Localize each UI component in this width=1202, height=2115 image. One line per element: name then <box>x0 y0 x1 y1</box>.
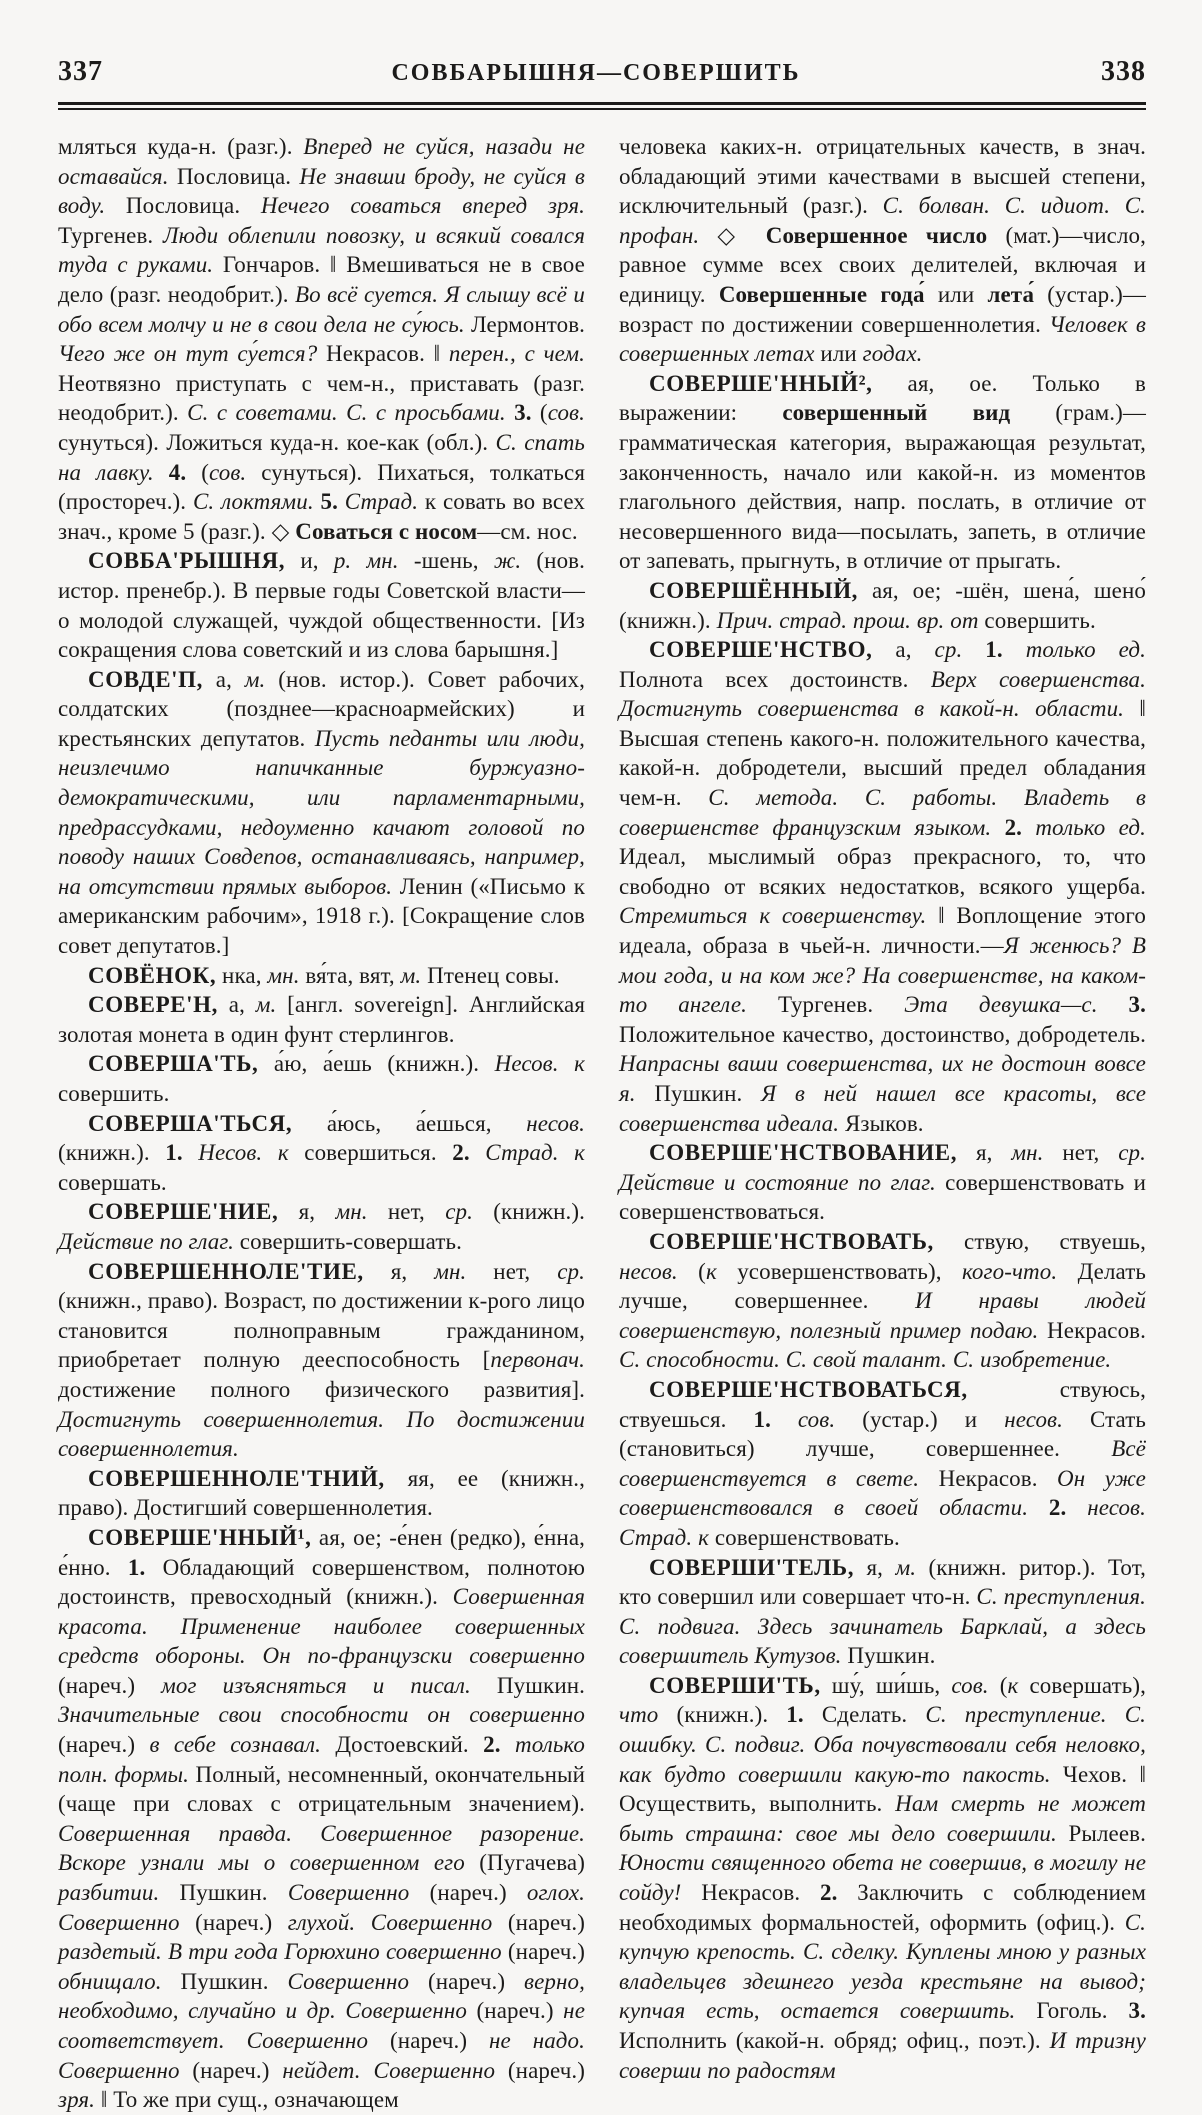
text-run <box>506 400 514 425</box>
text-run: сунуться). Ложиться куда-н. кое-как (обл.). <box>58 429 496 455</box>
text-run: мог изъясняться и писал. <box>135 1672 471 1698</box>
text-run: Исполнить (какой-н. обряд; офиц., поэт.). <box>619 2028 1050 2053</box>
text-run: Некрасов. <box>1038 1317 1146 1343</box>
text-run: яя, ее (книжн., право). Достигший совершеннолетия. <box>58 1465 585 1521</box>
text-run: (нов. истор. пренебр.). В первые годы Советской власти—о молодой служащей, чуждой общественности. [Из сокращения слова советский и из слова барышня.] <box>58 548 585 663</box>
text-run: Птенец совы. <box>421 962 560 988</box>
text-run: м. <box>244 666 266 692</box>
text-run: Я женюсь? В мои года, и на ком же? На совершенстве, на каком-то ангеле. <box>619 933 1146 1018</box>
text-run: Он уже совершенствовался в своей области. <box>619 1465 1146 1521</box>
headword: СОВЕРШЕННОЛЕ'ТНИЙ, <box>88 1465 385 1491</box>
text-run: мн. <box>335 1199 368 1225</box>
headword: СОВЕРШЕ'ННЫЙ², <box>649 370 873 396</box>
text-run: Стремиться к совершенству. <box>619 903 927 929</box>
text-run: мн. <box>1011 1140 1044 1166</box>
text-run: Прич. страд. прош. вр. от <box>716 607 979 633</box>
text-run: ( <box>988 1672 1008 1698</box>
text-run <box>991 815 1004 840</box>
text-run: шу́, ши́шь, <box>820 1672 952 1698</box>
text-run: (книжн., право). Возраст, по достижении к-рого лицо становится полноправным гражданином, приобретает полную дееспособность [ <box>58 1288 585 1373</box>
text-run: (нов. истор.). Совет рабочих, солдатских (позднее—красноармейских) и крестьянских депутатов. <box>58 666 585 751</box>
entry-paragraph <box>58 1257 585 1464</box>
text-run: я, <box>854 1554 896 1580</box>
text-run: ая, ое; -шён, шена́, шено́ (книжн.). <box>619 577 1146 633</box>
text-run: совершать), <box>1018 1672 1146 1698</box>
text-run: совершить-совершать. <box>233 1228 462 1254</box>
text-run: ствуюсь, ствуешься. <box>619 1376 1146 1432</box>
text-run: что <box>619 1702 659 1728</box>
column-right <box>619 132 1146 2115</box>
text-run: совершать. <box>58 1169 167 1195</box>
text-run: 3. <box>1128 1998 1146 2024</box>
text-run: 2. <box>452 1140 470 1166</box>
text-run: Совершенно <box>287 1968 429 1994</box>
text-run: Не знавши броду, не суйся в воду. <box>58 163 585 219</box>
text-run <box>1028 1495 1049 1520</box>
text-run: 2. <box>820 1880 838 1906</box>
text-run: ( <box>677 1258 706 1284</box>
headword: СОВЕРШЕ'НСТВО, <box>649 637 873 663</box>
text-run: нет, <box>367 1199 446 1225</box>
text-run: Лермонтов. <box>464 311 586 337</box>
text-run: мн. <box>267 962 300 988</box>
running-head-title: СОВБАРЫШНЯ—СОВЕРШИТЬ <box>391 60 801 86</box>
text-run: к совать во всех знач., кроме 5 (разг.). ◇ <box>58 489 586 544</box>
text-run: И тризну соверши по радостям <box>619 2028 1146 2083</box>
text-run: Страд. к <box>619 1524 709 1550</box>
headword: СОВЕРШЕННОЛЕ'ТИЕ, <box>88 1258 364 1284</box>
text-run: Тургенев. <box>747 992 905 1018</box>
entry-paragraph <box>619 1671 1146 2085</box>
text-run: Гоголь. <box>1015 1998 1129 2024</box>
text-run: Соваться с носом <box>295 518 478 544</box>
text-run: нет, <box>1043 1140 1119 1166</box>
text-run: (книжн.). <box>58 1140 166 1166</box>
headword: СОВЕРШИ'ТЕЛЬ, <box>649 1554 855 1580</box>
text-run: Идеал, мыслимый образ прекрасного, то, что свободно от всяких недостатков, всякого ущерба. <box>619 844 1146 899</box>
text-run: (нареч.) <box>390 2028 468 2053</box>
text-run: Полнота всех достоинств. <box>619 666 931 692</box>
headword: СОВЕРШЕ'НСТВОВАТЬ, <box>649 1228 934 1254</box>
text-run: Чего же он тут су́ется? <box>58 341 318 367</box>
text-run: ая, ое. Только в выражении: <box>619 370 1146 426</box>
text-run: Языков. <box>839 1110 924 1136</box>
text-run: совершенствовать и совершенствоваться. <box>619 1169 1146 1225</box>
text-run: не соответствует. Совершенно <box>58 1998 586 2053</box>
entry-paragraph <box>619 369 1146 576</box>
text-run: ж. <box>493 548 522 574</box>
text-run: несов. <box>1087 1495 1146 1521</box>
headword: СОВБА'РЫШНЯ, <box>88 548 286 574</box>
headword: СОВЕРШЕ'НСТВОВАТЬСЯ, <box>649 1376 968 1402</box>
text-run: ◇ <box>699 222 766 248</box>
text-run: глухой. Совершенно <box>272 1909 508 1935</box>
entry-paragraph <box>619 1138 1146 1227</box>
text-run <box>1066 1495 1087 1520</box>
column-left <box>58 132 585 2115</box>
text-run: Положительное качество, достоинство, добродетель. <box>619 1021 1146 1047</box>
text-run: (нареч.) <box>195 1909 273 1935</box>
text-run: Пушкин. <box>841 1643 936 1669</box>
entry-paragraph <box>58 990 585 1049</box>
text-run <box>154 460 169 485</box>
text-run: я, <box>278 1199 336 1225</box>
text-run: Стать (становиться) лучше, совершеннее. <box>619 1406 1147 1462</box>
text-run: (книжн.). <box>472 1199 585 1225</box>
text-run: раздетый. В три года Горюхино совершенно <box>58 1939 508 1965</box>
text-run: Заключить с соблюдением необходимых формальностей, оформить (офиц.). <box>619 1880 1146 1935</box>
text-run: к <box>1007 1672 1019 1698</box>
text-run <box>338 489 345 514</box>
text-run <box>470 1140 486 1165</box>
text-run: Пушкин. <box>635 1081 762 1106</box>
text-run: сов. <box>208 459 247 485</box>
text-run: Совершенное число <box>765 222 988 248</box>
text-run: сов. <box>547 400 585 426</box>
text-run: а́юсь, а́ешься, <box>292 1110 527 1136</box>
text-run: совершиться. <box>288 1140 453 1166</box>
text-run <box>962 637 985 662</box>
text-run: Тургенев. <box>58 222 163 248</box>
text-run <box>314 489 321 514</box>
text-run: Совершенно <box>287 1880 430 1906</box>
text-run: м. <box>895 1554 917 1580</box>
text-run: Люди облепили повозку, и всякий совался туда с руками. <box>58 222 586 278</box>
text-run: Ленин («Письмо к американским рабочим», 1918 г.). [Сокращение слов совет депутатов.] <box>58 873 585 959</box>
entry-paragraph <box>619 635 1146 1138</box>
text-run: С. купчую крепость. С. сделку. Куплены мною у разных владельцев здешнего уезда крестьяне на вывод; купчая есть, остается совершить. <box>619 1909 1146 2024</box>
entry-paragraph <box>58 665 585 961</box>
text-run: несов. <box>526 1110 585 1136</box>
text-run: (нареч.) <box>429 1880 507 1906</box>
text-run <box>1022 815 1035 840</box>
text-run: и, <box>285 548 334 574</box>
text-run: вя́та, вят, <box>299 962 401 988</box>
entry-paragraph <box>619 1227 1146 1375</box>
header-double-rule <box>58 102 1146 110</box>
text-run: Полный, несомненный, окончательный (чаще при словах с отрицательным значением). <box>58 1761 586 1817</box>
text-run: сунуться). Пихаться, толкаться (простореч.). <box>58 459 585 515</box>
text-run: Нечего соваться вперед зря. <box>260 193 585 219</box>
text-run: достижение полного физического развития]. <box>58 1376 585 1402</box>
text-run: Всё совершенствуется в свете. <box>619 1436 1146 1491</box>
text-run: Совершенная правда. Совершенное разорение. Вскоре узнали мы о совершенном его <box>58 1820 585 1876</box>
text-run: С. преступление. С. ошибку. С. подвиг. Оба почувствовали себя неловко, как будто совершили какую-то пакость. <box>619 1702 1146 1787</box>
text-run: (нареч.) <box>58 1672 136 1698</box>
text-run: Обладающий совершенством, полнотою достоинств, превосходный (книжн.). <box>58 1554 585 1610</box>
text-run: м. <box>255 992 277 1018</box>
text-run: совершенный вид <box>782 400 1011 426</box>
text-run: ср. <box>557 1258 585 1284</box>
text-run: лета́ <box>987 281 1035 307</box>
text-run: р. мн. <box>333 548 399 574</box>
text-run: (нареч.) <box>192 2057 270 2083</box>
text-run: Пушкин. <box>159 1880 288 1906</box>
text-run: или <box>814 341 863 367</box>
text-run: (нареч.) <box>507 1909 585 1935</box>
text-run: Некрасов. ‖ <box>317 341 449 367</box>
text-run: а́ю, а́ешь (книжн.). <box>258 1051 495 1077</box>
text-run: (грам.)—грамматическая категория, выражающая результат, законченность, начало или какой-н. из моментов глагольного действия, напр. послать, в отличие от несовершенного вида—посылать, запеть, в отличие от запевать, прыгнуть, в отличие от прыгать. <box>619 400 1146 574</box>
text-run: 4. <box>168 459 187 485</box>
headword: СОВЕРШИ'ТЬ, <box>649 1672 821 1698</box>
text-run: Я в ней нашел все красоты, все совершенства идеала. <box>619 1081 1146 1136</box>
text-run: (устар.)—возраст по достижении совершеннолетия. <box>619 281 1146 337</box>
headword: СОВЕРША'ТЬСЯ, <box>88 1110 293 1136</box>
text-run: 3. <box>514 400 532 426</box>
text-run: Во всё суется. Я слышу всё и обо всем молчу и не в свои дела не су́юсь. <box>58 281 585 337</box>
text-run: Гончаров. ‖ Вмешиваться не в свое дело (разг. неодобрит.). <box>58 252 585 307</box>
text-run: нет, <box>466 1258 558 1284</box>
text-run: Достигнуть совершеннолетия. По достижении совершеннолетия. <box>58 1406 585 1462</box>
text-run: Неотвязно приступать с чем-н., приставать (разг. неодобрит.). <box>58 370 585 426</box>
text-run: (устар.) и <box>835 1406 1005 1432</box>
text-run: совершенствовать. <box>708 1524 900 1550</box>
page-number-right: 338 <box>1100 56 1146 87</box>
text-run: Делать лучше, совершеннее. <box>619 1258 1147 1314</box>
text-run: 2. <box>1048 1495 1067 1521</box>
headword: СОВЁНОК, <box>88 962 217 988</box>
text-run <box>183 1140 199 1165</box>
page-header <box>58 56 1146 88</box>
text-run: Нам смерть не может быть страшна: свое мы дело совершили. <box>619 1791 1146 1846</box>
headword: СОВДЕ'П, <box>88 666 203 692</box>
text-run: (нареч.) <box>476 1998 554 2024</box>
text-run: 5. <box>320 489 338 515</box>
text-run: Пушкин. <box>470 1672 585 1698</box>
text-run: а, <box>872 637 935 663</box>
text-run: 2. <box>1004 814 1023 840</box>
entry-paragraph <box>58 1109 585 1198</box>
text-run: Человек в совершенных летах <box>619 311 1146 367</box>
text-run: или <box>924 281 988 307</box>
text-run: Совершенные года́ <box>718 281 925 307</box>
text-run: 1. <box>127 1554 146 1580</box>
text-run: И нравы людей совершенствую, полезный пример подаю. <box>619 1288 1146 1343</box>
entry-paragraph <box>58 961 585 991</box>
text-run: нка, <box>216 962 268 988</box>
text-run: совершить. <box>58 1081 170 1106</box>
text-run: ‖ Высшая степень какого-н. положительного качества, какой-н. добродетели, высший предел обладания чем-н. <box>619 696 1146 811</box>
text-run: зря. <box>58 2087 96 2113</box>
text-run: не надо. Совершенно <box>58 2028 585 2083</box>
text-run: Совершенная красота. Применение наиболее совершенных средств обороны. Он по-французски совершенно <box>58 1584 585 1669</box>
text-run: мн. <box>434 1258 467 1284</box>
text-run: (книжн. ритор.). Тот, кто совершил или совершает что-н. <box>619 1554 1147 1610</box>
text-run: (нареч.) <box>428 1968 506 1994</box>
text-run: несов. <box>619 1258 678 1284</box>
page-number-left: 337 <box>58 56 103 87</box>
text-run: мляться куда-н. (разг.). <box>58 134 304 159</box>
text-run: годах. <box>862 341 923 367</box>
text-run: С. локтями. <box>192 489 314 515</box>
text-run: ср. <box>445 1199 473 1225</box>
headword: СОВЕРШЁННЫЙ, <box>649 577 859 603</box>
text-run: ствую, ствуешь, <box>933 1228 1146 1254</box>
headword: СОВЕРШЕ'НИЕ, <box>88 1199 279 1225</box>
entry-paragraph <box>619 576 1146 635</box>
entry-paragraph <box>58 1523 585 2115</box>
text-run: сов. <box>797 1406 836 1432</box>
text-run: Напрасны ваши совершенства, их не достоин вовсе я. <box>619 1051 1146 1106</box>
text-run: 1. <box>165 1140 183 1166</box>
text-run: а, <box>218 992 256 1018</box>
text-run: в себе сознавал. <box>135 1732 322 1758</box>
entry-paragraph <box>619 132 1146 369</box>
text-run: ая, ое; -е́нен (редко), е́нна, е́нно. <box>58 1524 585 1580</box>
text-run: (нареч.) <box>507 1939 585 1965</box>
text-run: 3. <box>1128 992 1146 1018</box>
text-run: усовершенствовать), <box>716 1258 962 1284</box>
text-run: С. болван. С. идиот. С. профан. <box>619 193 1147 248</box>
text-run: -шень, <box>398 548 494 574</box>
text-run: —см. нос. <box>477 518 578 544</box>
text-run: Пословица. <box>105 193 261 219</box>
text-run: ‖ То же при сущ., означающем <box>95 2087 399 2113</box>
text-run: Сделать. <box>803 1702 926 1728</box>
text-run: несов. <box>1004 1406 1063 1432</box>
text-run: к <box>705 1258 717 1284</box>
text-run: С. способности. С. свой талант. С. изобретение. <box>619 1347 1112 1373</box>
text-run: Чехов. ‖ Осуществить, выполнить. <box>619 1761 1146 1817</box>
text-run: 1. <box>753 1406 771 1432</box>
text-run <box>771 1407 798 1432</box>
text-run: 1. <box>786 1702 804 1728</box>
text-run: ср. <box>934 637 963 663</box>
text-run: Вперед не суйся, назади не оставайся. <box>58 134 586 189</box>
entry-paragraph <box>58 1049 585 1108</box>
text-run: только ед. <box>1025 637 1147 663</box>
text-run: сов. <box>951 1672 989 1698</box>
text-run: Юности священного обета не совершив, в могилу не сойду! <box>619 1850 1146 1906</box>
text-run <box>1098 992 1129 1017</box>
headword: СОВЕРЕ'Н, <box>88 992 219 1018</box>
text-run: [англ. sovereign]. Английская золотая монета в один фунт стерлингов. <box>58 992 585 1047</box>
text-run: м. <box>400 962 422 988</box>
text-run: (мат.)—число, равное сумме всех своих делителей, включая и единицу. <box>619 222 1146 307</box>
text-run: перен., с чем. <box>448 341 586 367</box>
text-run: первонач. <box>490 1347 585 1373</box>
entry-paragraph <box>619 1375 1146 1553</box>
text-run <box>501 1732 515 1757</box>
text-run: только полн. формы. <box>58 1732 585 1787</box>
entry-paragraph <box>619 1553 1146 1671</box>
text-run: я, <box>363 1258 435 1284</box>
text-run: обнищало. <box>58 1968 162 1994</box>
entry-paragraph <box>58 1197 585 1256</box>
text-run: ( <box>531 400 548 426</box>
text-run: Значительные свои способности он совершенно <box>58 1702 585 1728</box>
text-run: Страд. <box>344 489 419 515</box>
text-run: Верх совершенства. Достигнуть совершенства в какой-н. области. <box>619 666 1146 722</box>
text-run: нейдет. Совершенно <box>269 2057 508 2083</box>
text-run: верно, необходимо, случайно и др. Совершенно <box>58 1968 585 2024</box>
text-run: ( <box>186 459 209 485</box>
text-run: ‖ Воплощение этого идеала, образа в чьей-н. личности.— <box>619 903 1146 959</box>
text-run: я, <box>957 1140 1012 1166</box>
text-run: Несов. к <box>494 1051 585 1077</box>
text-run: Некрасов. <box>681 1880 821 1906</box>
text-run: С. спать на лавку. <box>58 429 585 485</box>
text-run: (Пугачева) <box>479 1850 585 1876</box>
headword: СОВЕРШЕ'ННЫЙ¹, <box>88 1524 312 1550</box>
text-run: Некрасов. <box>919 1465 1058 1491</box>
text-run: оглох. Совершенно <box>58 1880 585 1935</box>
text-run: (нареч.) <box>58 1732 136 1758</box>
text-columns <box>58 132 1146 2115</box>
text-run: 2. <box>483 1732 501 1758</box>
text-run: только ед. <box>1035 814 1146 840</box>
text-run: кого-что. <box>961 1258 1058 1284</box>
text-run: Рылеев. <box>1056 1820 1146 1846</box>
text-run: Пословица. <box>168 163 300 189</box>
headword: СОВЕРШЕ'НСТВОВАНИЕ, <box>649 1140 958 1166</box>
text-run: совершить. <box>978 607 1096 633</box>
text-run: разбитии. <box>58 1880 160 1906</box>
text-run: (книжн.). <box>658 1702 787 1728</box>
entry-paragraph <box>58 546 585 664</box>
text-run: Действие и состояние по глаг. <box>619 1169 936 1195</box>
text-run: С. метода. С. работы. Владеть в совершенстве французским языком. <box>619 785 1147 840</box>
text-run: Пусть педанты или люди, неизлечимо напичканные буржуазно-демократическими, или парламентарными, предрассудками, недоуменно качают головой по поводу наших Совдепов, останавливаясь, например, на отсутствии прямых выборов. <box>58 725 585 899</box>
text-run: ср. <box>1118 1140 1146 1166</box>
text-run: Эта девушка—с. <box>904 992 1098 1018</box>
text-run: Страд. к <box>485 1140 585 1166</box>
text-run: Несов. к <box>198 1140 289 1166</box>
text-run: (нареч.) <box>507 2057 585 2083</box>
headword: СОВЕРША'ТЬ, <box>88 1051 259 1077</box>
text-run: Действие по глаг. <box>58 1228 234 1254</box>
text-run: человека каких-н. отрицательных качеств, в знач. обладающий этими качествами в высшей степени, исключительный (разг.). <box>619 134 1146 219</box>
text-run: С. с советами. С. с просьбами. <box>187 400 506 426</box>
text-run: Достоевский. <box>321 1732 484 1758</box>
text-run: Пушкин. <box>161 1968 288 1994</box>
text-run: С. преступления. С. подвига. Здесь зачинатель Барклай, а здесь совершитель Кутузов. <box>619 1584 1146 1669</box>
text-run: а, <box>202 666 245 692</box>
entry-paragraph <box>58 132 585 546</box>
entry-paragraph <box>58 1464 585 1523</box>
text-run <box>1003 637 1026 662</box>
text-run: 1. <box>985 637 1003 663</box>
